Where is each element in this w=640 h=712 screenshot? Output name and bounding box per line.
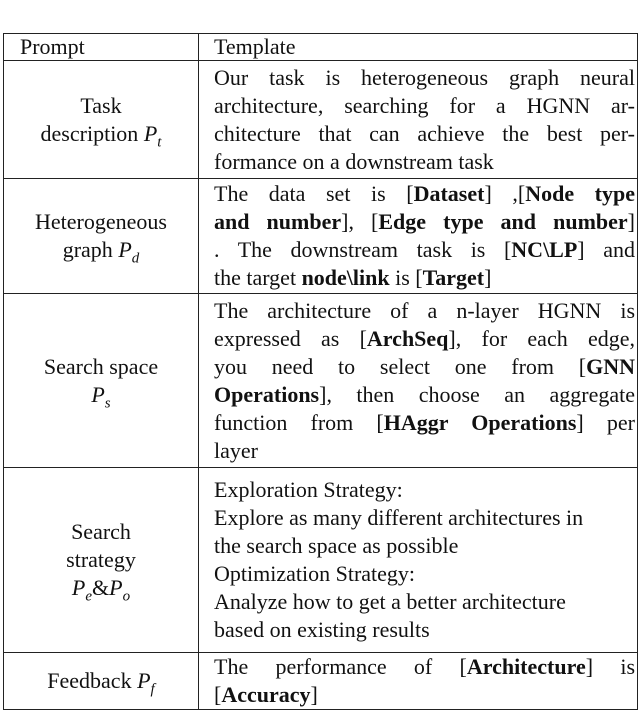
prompt-template-table bbox=[3, 33, 638, 710]
prompt-line bbox=[4, 208, 198, 236]
prompt-label: Task bbox=[80, 92, 122, 118]
template-text: ], then choose an aggregate bbox=[319, 381, 635, 407]
table-row bbox=[4, 179, 638, 294]
template-text: ] and bbox=[577, 237, 635, 262]
template-line bbox=[214, 92, 635, 120]
template-cell bbox=[199, 294, 638, 468]
template-text: based on existing results bbox=[214, 617, 430, 642]
template-line bbox=[214, 476, 635, 504]
prompt-line bbox=[4, 667, 198, 698]
template-line bbox=[214, 148, 635, 176]
table-row bbox=[4, 468, 638, 653]
table-row bbox=[4, 653, 638, 710]
template-text: Exploration Strategy: bbox=[214, 477, 403, 502]
placeholder-text: GNN bbox=[586, 353, 635, 379]
prompt-label: strategy bbox=[66, 547, 136, 572]
prompt-cell bbox=[4, 179, 199, 294]
placeholder-text: Dataset bbox=[413, 181, 485, 206]
template-text: The architecture of a n-layer HGNN is bbox=[214, 297, 635, 323]
prompt-symbol: P bbox=[109, 575, 123, 600]
prompt-line bbox=[4, 518, 198, 546]
prompt-cell bbox=[4, 653, 199, 710]
template-text: Analyze how to get a better architecture bbox=[214, 589, 566, 614]
prompt-line bbox=[4, 236, 198, 267]
prompt-symbol: P bbox=[71, 575, 86, 600]
placeholder-text: Node type bbox=[525, 181, 635, 206]
prompt-connector: & bbox=[92, 575, 110, 600]
prompt-label: graph bbox=[62, 237, 119, 262]
prompt-line bbox=[4, 574, 198, 605]
template-line bbox=[214, 560, 635, 588]
prompt-subscript: o bbox=[122, 588, 131, 605]
prompt-label: Heterogeneous bbox=[35, 209, 167, 234]
template-line bbox=[214, 409, 635, 437]
prompt-subscript: t bbox=[157, 133, 162, 150]
template-line bbox=[214, 120, 635, 148]
prompt-line bbox=[4, 92, 198, 120]
template-text: ] bbox=[310, 682, 318, 707]
template-line bbox=[214, 325, 635, 353]
template-line bbox=[214, 297, 635, 325]
table-row bbox=[4, 61, 638, 179]
template-text: . The downstream task is [ bbox=[214, 237, 512, 262]
prompt-line bbox=[4, 353, 198, 381]
template-text: ] bbox=[484, 265, 492, 290]
prompt-label: Search space bbox=[43, 353, 159, 379]
template-text: ], for each edge, bbox=[448, 325, 635, 351]
template-text: layer bbox=[214, 437, 258, 463]
prompt-cell bbox=[4, 294, 199, 468]
template-line bbox=[214, 381, 635, 409]
template-text: ] is bbox=[585, 654, 635, 679]
table-row bbox=[4, 294, 638, 468]
table-header-row bbox=[4, 34, 638, 61]
prompt-subscript: f bbox=[150, 681, 155, 698]
placeholder-text: and number bbox=[214, 209, 342, 234]
prompt-label: Feedback bbox=[47, 668, 138, 693]
template-line bbox=[214, 236, 635, 264]
prompt-symbol: P bbox=[137, 668, 151, 693]
template-cell bbox=[199, 653, 638, 710]
template-text: The data set is [ bbox=[214, 181, 414, 206]
template-text: expressed as [ bbox=[214, 325, 367, 351]
template-line bbox=[214, 353, 635, 381]
template-line bbox=[214, 64, 635, 92]
template-text: architecture, searching for a HGNN ar- bbox=[214, 92, 635, 118]
prompt-subscript: d bbox=[131, 250, 140, 267]
header-template: Template bbox=[199, 34, 638, 61]
placeholder-text: Accuracy bbox=[221, 682, 311, 707]
template-text: ] per bbox=[576, 409, 635, 435]
prompt-symbol: P bbox=[91, 381, 105, 407]
prompt-cell bbox=[4, 61, 199, 179]
prompt-line bbox=[4, 120, 198, 148]
template-cell bbox=[199, 179, 638, 294]
placeholder-text: Edge type and number bbox=[378, 209, 628, 234]
template-text: ] bbox=[627, 209, 635, 234]
template-line bbox=[214, 264, 635, 292]
template-line bbox=[214, 653, 635, 681]
template-line bbox=[214, 616, 635, 644]
template-text: is [ bbox=[389, 265, 423, 290]
placeholder-text: node\link bbox=[301, 265, 390, 290]
template-text: ] ,[ bbox=[484, 181, 526, 206]
template-line bbox=[214, 437, 635, 465]
prompt-subscript: s bbox=[104, 394, 111, 411]
template-text: ], [ bbox=[341, 209, 379, 234]
placeholder-text: NC\LP bbox=[511, 237, 578, 262]
prompt-line bbox=[4, 381, 198, 409]
prompt-line bbox=[4, 546, 198, 574]
placeholder-text: Target bbox=[422, 265, 485, 290]
prompt-label: Search bbox=[71, 519, 131, 544]
template-line bbox=[214, 208, 635, 236]
template-text: Optimization Strategy: bbox=[214, 561, 416, 586]
template-cell bbox=[199, 468, 638, 653]
template-line bbox=[214, 180, 635, 208]
template-text: [ bbox=[214, 682, 222, 707]
template-line bbox=[214, 504, 635, 532]
template-text: chitecture that can achieve the best per- bbox=[214, 120, 635, 146]
template-line bbox=[214, 588, 635, 616]
placeholder-text: Architecture bbox=[466, 654, 586, 679]
prompt-symbol: P bbox=[143, 120, 158, 146]
prompt-symbol: P bbox=[118, 237, 132, 262]
template-text: Our task is heterogeneous graph neural bbox=[214, 64, 635, 90]
template-text: The performance of [ bbox=[214, 654, 467, 679]
placeholder-text: ArchSeq bbox=[366, 325, 449, 351]
prompt-subscript: e bbox=[85, 588, 93, 605]
prompt-cell bbox=[4, 468, 199, 653]
template-text: the target bbox=[214, 265, 302, 290]
placeholder-text: Operations bbox=[214, 381, 320, 407]
template-line bbox=[214, 532, 635, 560]
prompt-label: description bbox=[40, 120, 144, 146]
template-text: Explore as many different architectures in bbox=[214, 505, 584, 530]
template-text: you need to select one from [ bbox=[214, 353, 587, 379]
template-text: formance on a downstream task bbox=[214, 148, 494, 174]
template-cell bbox=[199, 61, 638, 179]
header-prompt: Prompt bbox=[4, 34, 199, 61]
placeholder-text: HAggr Operations bbox=[383, 409, 577, 435]
template-text: the search space as possible bbox=[214, 533, 459, 558]
template-line bbox=[214, 681, 635, 709]
template-text: function from [ bbox=[214, 409, 384, 435]
